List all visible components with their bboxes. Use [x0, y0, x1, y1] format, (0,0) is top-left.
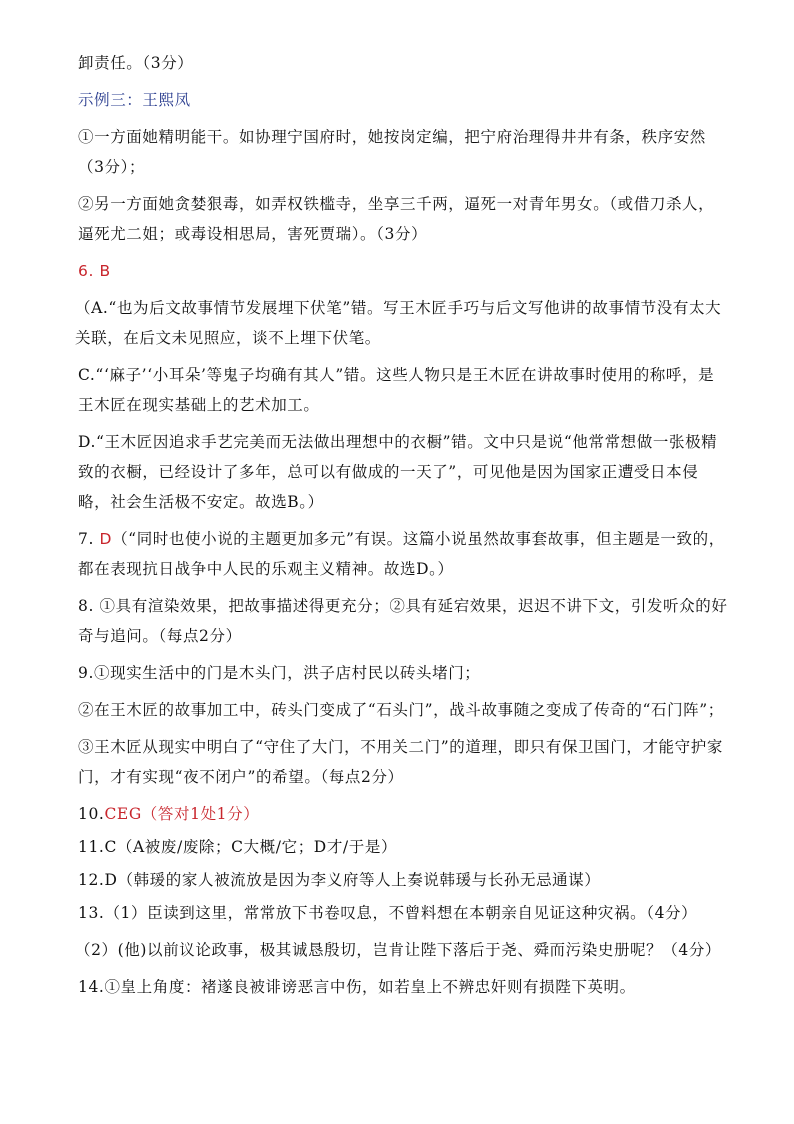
q8-answer: 8. ①具有渲染效果，把故事描述得更充分；②具有延宕效果，迟迟不讲下文，引发听众的好奇与追问。（每点2分） — [78, 597, 728, 645]
q6-explanation-c: C.“‘麻子’‘小耳朵’等鬼子均确有其人”错。这些人物只是王木匠在讲故事时使用的称呼，是王木匠在现实基础上的艺术加工。 — [78, 366, 715, 414]
example-three-point-1: ①一方面她精明能干。如协理宁国府时，她按岗定编，把宁府治理得井井有条，秩序安然（3分）； — [78, 128, 706, 176]
q13-translation-2: （2）(他)以前议论政事，极其诚恳殷切，岂肯让陛下落后于尧、舜而污染史册呢？（4分） — [75, 941, 722, 959]
q13-translation-1: 13.（1）臣读到这里，常常放下书卷叹息，不曾料想在本朝亲自见证这种灾祸。（4分） — [78, 904, 698, 922]
q6-explanation-a: （A.“也为后文故事情节发展埋下伏笔”错。写王木匠手巧与后文写他讲的故事情节没有太大关联，在后文未见照应，谈不上埋下伏笔。 — [75, 299, 722, 347]
q7-number: 7. — [78, 530, 94, 548]
q10-answer — [78, 799, 728, 829]
example-three-point-2: ②另一方面她贪婪狠毒，如弄权铁槛寺，坐享三千两，逼死一对青年男女。（或借刀杀人，逼死尤二姐；或毒设相思局，害死贾瑞）。（3分） — [78, 195, 715, 243]
q7-answer — [78, 524, 728, 584]
answer-key-text — [75, 48, 728, 1002]
q12-answer: 12.D（韩瑗的家人被流放是因为李义府等人上奏说韩瑗与长孙无忌通谋） — [78, 871, 601, 889]
q9-point-1: 9.①现实生活中的门是木头门，洪子店村民以砖头堵门； — [78, 664, 481, 682]
q9-point-3: ③王木匠从现实中明白了“守住了大门，不用关二门”的道理，即只有保卫国门，才能守护家门，才有实现“夜不闭户”的希望。（每点2分） — [78, 738, 723, 786]
q10-number: 10. — [78, 805, 105, 823]
q6-answer: 6. B — [78, 262, 111, 280]
q9-point-2: ②在王木匠的故事加工中，砖头门变成了“石头门”，战斗故事随之变成了传奇的“石门阵”； — [78, 701, 724, 719]
q6-explanation-d: D.“王木匠因追求手艺完美而无法做出理想中的衣橱”错。文中只是说“他常常想做一张极精致的衣橱，已经设计了多年，总可以有做成的一天了”，可见他是因为国家正遭受日本侵略，社会生活极不安定。故选B。） — [78, 433, 718, 511]
q7-explanation: （“同时也使小说的主题更加多元”有误。这篇小说虽然故事套故事，但主题是一致的，都在表现抗日战争中人民的乐观主义精神。故选D。） — [78, 530, 725, 578]
paragraph-tail: 卸责任。（3分） — [78, 54, 194, 72]
q7-choice: D — [99, 530, 113, 548]
q11-answer: 11.C（A被废/废除；C大概/它；D才/于是） — [78, 838, 398, 856]
q10-choice: CEG（答对1处1分） — [104, 805, 260, 823]
q14-answer: 14.①皇上角度：褚遂良被诽谤恶言中伤，如若皇上不辨忠奸则有损陛下英明。 — [78, 978, 636, 996]
example-three-heading: 示例三：王熙凤 — [78, 91, 191, 109]
